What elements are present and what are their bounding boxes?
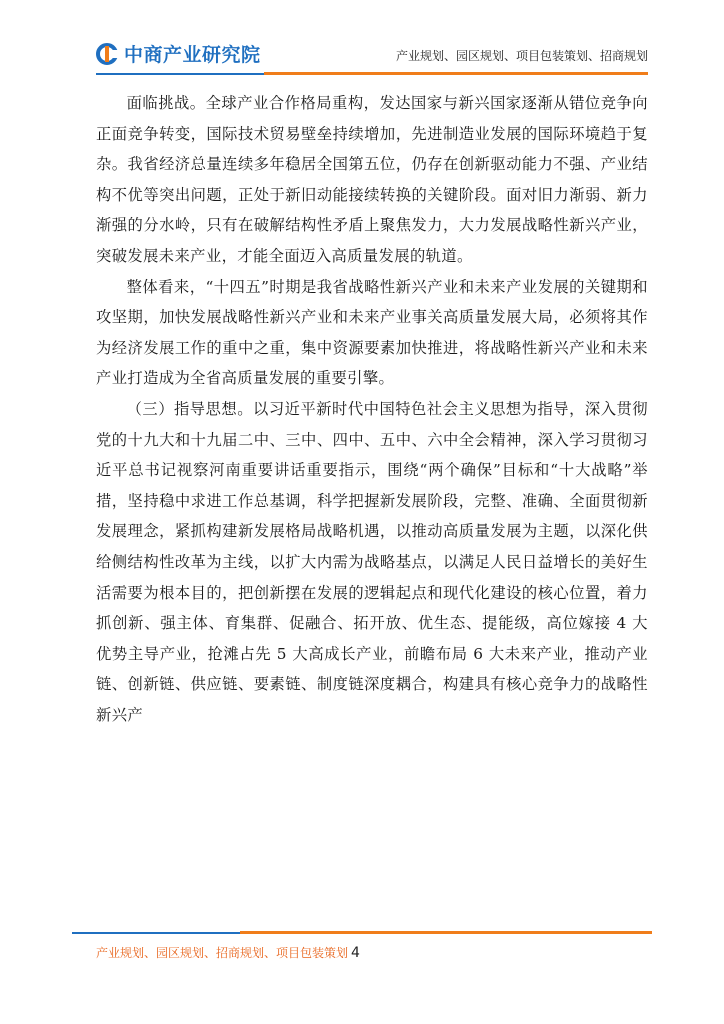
header-rule-orange: [264, 72, 648, 75]
paragraph-continued: 面临挑战。全球产业合作格局重构，发达国家与新兴国家逐渐从错位竞争向正面竞争转变，国际技术贸易壁垒持续增加，先进制造业发展的国际环境趋于复杂。我省经济总量连续多年稳居全国第五位，仍存在创新驱动能力不强、产业结构不优等突出问题，正处于新旧动能接续转换的关键阶段。面对旧力渐弱、新力渐强的分水岭，只有在破解结构性矛盾上聚焦发力，大力发展战略性新兴产业，突破发展未来产业，才能全面迈入高质量发展的轨道。: [96, 94, 648, 265]
paragraph: 整体看来，“十四五”时期是我省战略性新兴产业和未来产业发展的关键期和攻坚期，加快发展战略性新兴产业和未来产业事关高质量发展大局，必须将其作为经济发展工作的重中之重，集中资源要素加快推进，将战略性新兴产业和未来产业打造成为全省高质量发展的重要引擎。: [96, 277, 648, 388]
page-footer: [96, 944, 360, 961]
page-number: 4: [351, 945, 360, 961]
header-tagline: 产业规划、园区规划、项目包装策划、招商规划: [395, 49, 648, 63]
logo-mark-icon: [96, 43, 118, 65]
footer-rule-orange: [240, 931, 652, 934]
page-header: [0, 0, 724, 80]
header-rule-blue: [96, 73, 264, 75]
paragraph-guiding-thought: （三）指导思想。以习近平新时代中国特色社会主义思想为指导，深入贯彻党的十九大和十九届二中、三中、四中、五中、六中全会精神，深入学习贯彻习近平总书记视察河南重要讲话重要指示，围绕“两个确保”目标和“十大战略”举措，坚持稳中求进工作总基调，科学把握新发展阶段，完整、准确、全面贯彻新发展理念，紧抓构建新发展格局战略机遇，以推动高质量发展为主题，以深化供给侧结构性改革为主线，以扩大内需为战略基点，以满足人民日益增长的美好生活需要为根本目的，把创新摆在发展的逻辑起点和现代化建设的核心位置，着力抓创新、强主体、育集群、促融合、拓开放、优生态、提能级，高位嫁接 4 大优势主导产业，抢滩占先 5 大高成长产业，前瞻布局 6 大未来产业，推动产业链、创新链、供应链、要素链、制度链深度耦合，构建具有核心竞争力的战略性新兴产: [96, 399, 648, 724]
logo-text: 中商产业研究院: [124, 44, 261, 66]
footer-rule-blue: [72, 932, 240, 934]
footer-tagline: 产业规划、园区规划、招商规划、项目包装策划: [96, 946, 349, 960]
document-body: [96, 88, 648, 730]
brand-logo: [96, 40, 261, 67]
